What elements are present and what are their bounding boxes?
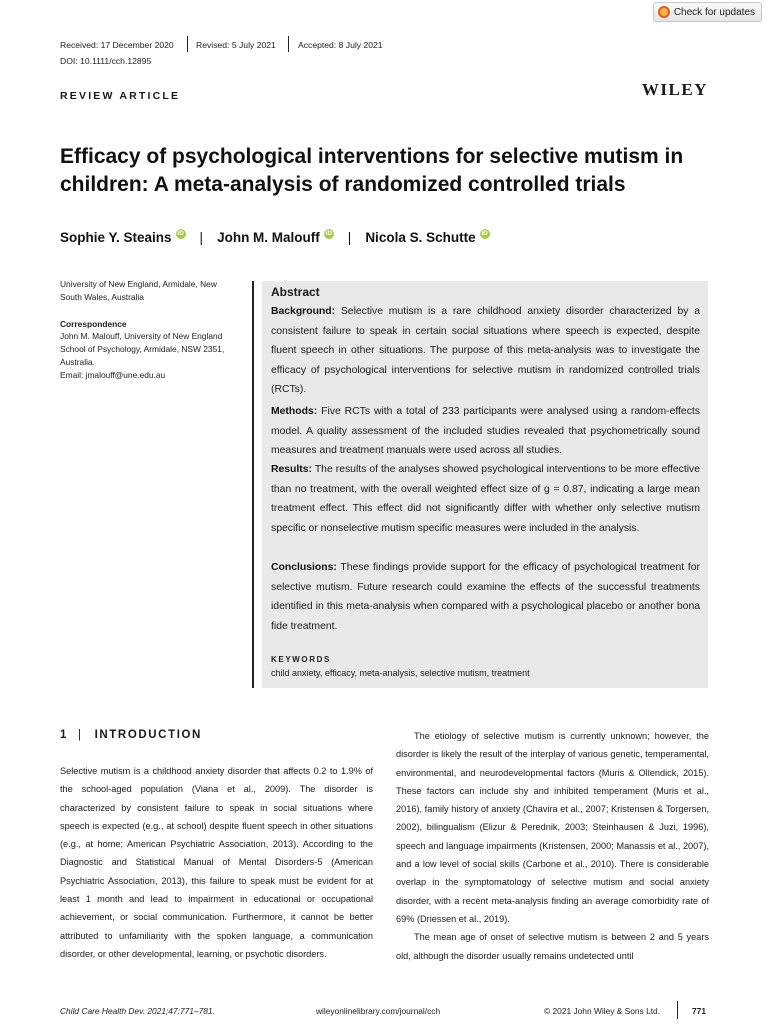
- abstract-conclusions: [271, 558, 700, 636]
- article-type: REVIEW ARTICLE: [60, 90, 181, 102]
- results-text: The results of the analyses showed psychological interventions to be more effective than no treatment, with the overall weighted effect size of g = 0.87, indicating a large mean treatment effect. This effect did not significantly differ with whether only selective mutism specific or nonselective mutism specific measures were included in the analysis.: [271, 464, 700, 534]
- onset-paragraph: The mean age of onset of selective mutism is between 2 and 5 years old, although the disorder usually remains undetected until: [396, 932, 709, 961]
- affiliation: University of New England, Armidale, New South Wales, Australia: [60, 279, 217, 302]
- abstract-heading: Abstract: [271, 285, 320, 299]
- copyright: © 2021 John Wiley & Sons Ltd.: [544, 1006, 661, 1016]
- background-text: Selective mutism is a rare childhood anxiety disorder characterized by a consistent failure to speak in certain social situations where speech is expected, despite fluent speech in other situations. The purpose of this meta-analysis was to investigate the efficacy of psychological interventions for selective mutism in randomized controlled trials (RCTs).: [271, 306, 700, 395]
- section-title: INTRODUCTION: [94, 729, 202, 741]
- methods-label: Methods:: [271, 406, 318, 417]
- header-divider: [288, 36, 289, 52]
- journal-citation: Child Care Health Dev. 2021;47:771–781.: [60, 1006, 215, 1016]
- orcid-icon[interactable]: iD: [481, 230, 488, 237]
- keywords-label: KEYWORDS: [271, 655, 331, 664]
- keywords-list: child anxiety, efficacy, meta-analysis, selective mutism, treatment: [271, 668, 530, 678]
- header-divider: [187, 36, 188, 52]
- check-updates-icon: [658, 6, 670, 18]
- methods-text: Five RCTs with a total of 233 participants were analysed using a random-effects model. A quality assessment of the included studies revealed that psychometrically sound measures and treatment manuals were used across all studies.: [271, 406, 700, 456]
- abstract-methods: [271, 402, 700, 461]
- abstract-rule: [252, 281, 254, 688]
- background-label: Background:: [271, 306, 336, 317]
- check-for-updates-button[interactable]: [653, 2, 762, 22]
- abstract-results: [271, 460, 700, 538]
- body-column-right: [396, 727, 709, 965]
- journal-url[interactable]: wileyonlinelibrary.com/journal/cch: [316, 1006, 441, 1016]
- orcid-icon[interactable]: iD: [177, 230, 184, 237]
- abstract-background: [271, 302, 700, 400]
- intro-paragraph: Selective mutism is a childhood anxiety disorder that affects 0.2 to 1.9% of the school-aged population (Viana et al., 2009). The disorder is characterized by consistent failure to speak in social situations where speech is expected (e.g., at school) despite fluent speech in other situations (e.g., at home; American Psychiatric Association, 2013). According to the Diagnostic and Statistical Manual of Mental Disorders-5 (American Psychiatric Association, 2013), this failure to speak must be evident for at least 1 month and lead to impairment in educational or occupational achievement, or social communication. Furthermore, it cannot be better attributed to unfamiliarity with the spoken language, a communication disorder, or other developmental, learning, or psychotic disorders.: [60, 766, 373, 959]
- page-number: 771: [692, 1006, 706, 1016]
- conclusions-text: These findings provide support for the efficacy of psychological treatment for selective mutism. Future research could examine the effects of the successful treatments identified in this meta-analysis when compared with a psychological placebo or another bona fide treatment.: [271, 562, 701, 632]
- correspondence-email[interactable]: Email: jmalouff@une.edu.au: [60, 370, 166, 380]
- section-separator: |: [78, 729, 83, 741]
- section-number: 1: [60, 729, 68, 741]
- received-date: Received: 17 December 2020: [60, 40, 174, 50]
- author-separator: |: [347, 229, 352, 245]
- doi-link[interactable]: DOI: 10.1111/cch.12895: [60, 56, 152, 66]
- publisher-logo: WILEY: [641, 80, 708, 99]
- etiology-paragraph: The etiology of selective mutism is currently unknown; however, the disorder is likely the result of the interplay of various genetic, temperamental, environmental, and neurodevelopmental factors (Muris & Ollendick, 2015). These factors can include shy and inhibited temperament (Muris et al., 2016), family history of anxiety (Chavira et al., 2007; Kristensen & Torgersen, 2002), bilingualism (Elizur & Perednik, 2003; Steinhausen & Juzi, 1996), speech and language impairments (Kristensen, 2000; Manassis et al., 2007), and a low level of social skills (Carbone et al., 2010). There is considerable overlap in the symptomatology of selective mutism and social anxiety disorder, with a recent meta-analysis finding an average comorbidity rate of 69% (Driessen et al., 2019).: [396, 731, 709, 924]
- author-name[interactable]: Sophie Y. Steains: [60, 229, 172, 245]
- correspondence-label: Correspondence: [60, 319, 127, 329]
- check-for-updates-label: Check for updates: [673, 6, 755, 18]
- author-name[interactable]: John M. Malouff: [217, 229, 320, 245]
- author-list: [60, 229, 490, 245]
- author-name[interactable]: Nicola S. Schutte: [365, 229, 476, 245]
- article-title: Efficacy of psychological interventions for selective mutism in children: A meta-analysis of randomized controlled trials: [60, 145, 684, 196]
- correspondence-text: John M. Malouff, University of New England School of Psychology, Armidale, NSW 2351, Australia.: [60, 331, 225, 367]
- orcid-icon[interactable]: iD: [325, 230, 333, 237]
- conclusions-label: Conclusions:: [271, 562, 337, 573]
- accepted-date: Accepted: 8 July 2021: [298, 40, 383, 50]
- footer-divider: [677, 1001, 678, 1019]
- section-heading: [60, 729, 202, 741]
- author-separator: |: [199, 229, 204, 245]
- results-label: Results:: [271, 464, 312, 475]
- revised-date: Revised: 5 July 2021: [196, 40, 276, 50]
